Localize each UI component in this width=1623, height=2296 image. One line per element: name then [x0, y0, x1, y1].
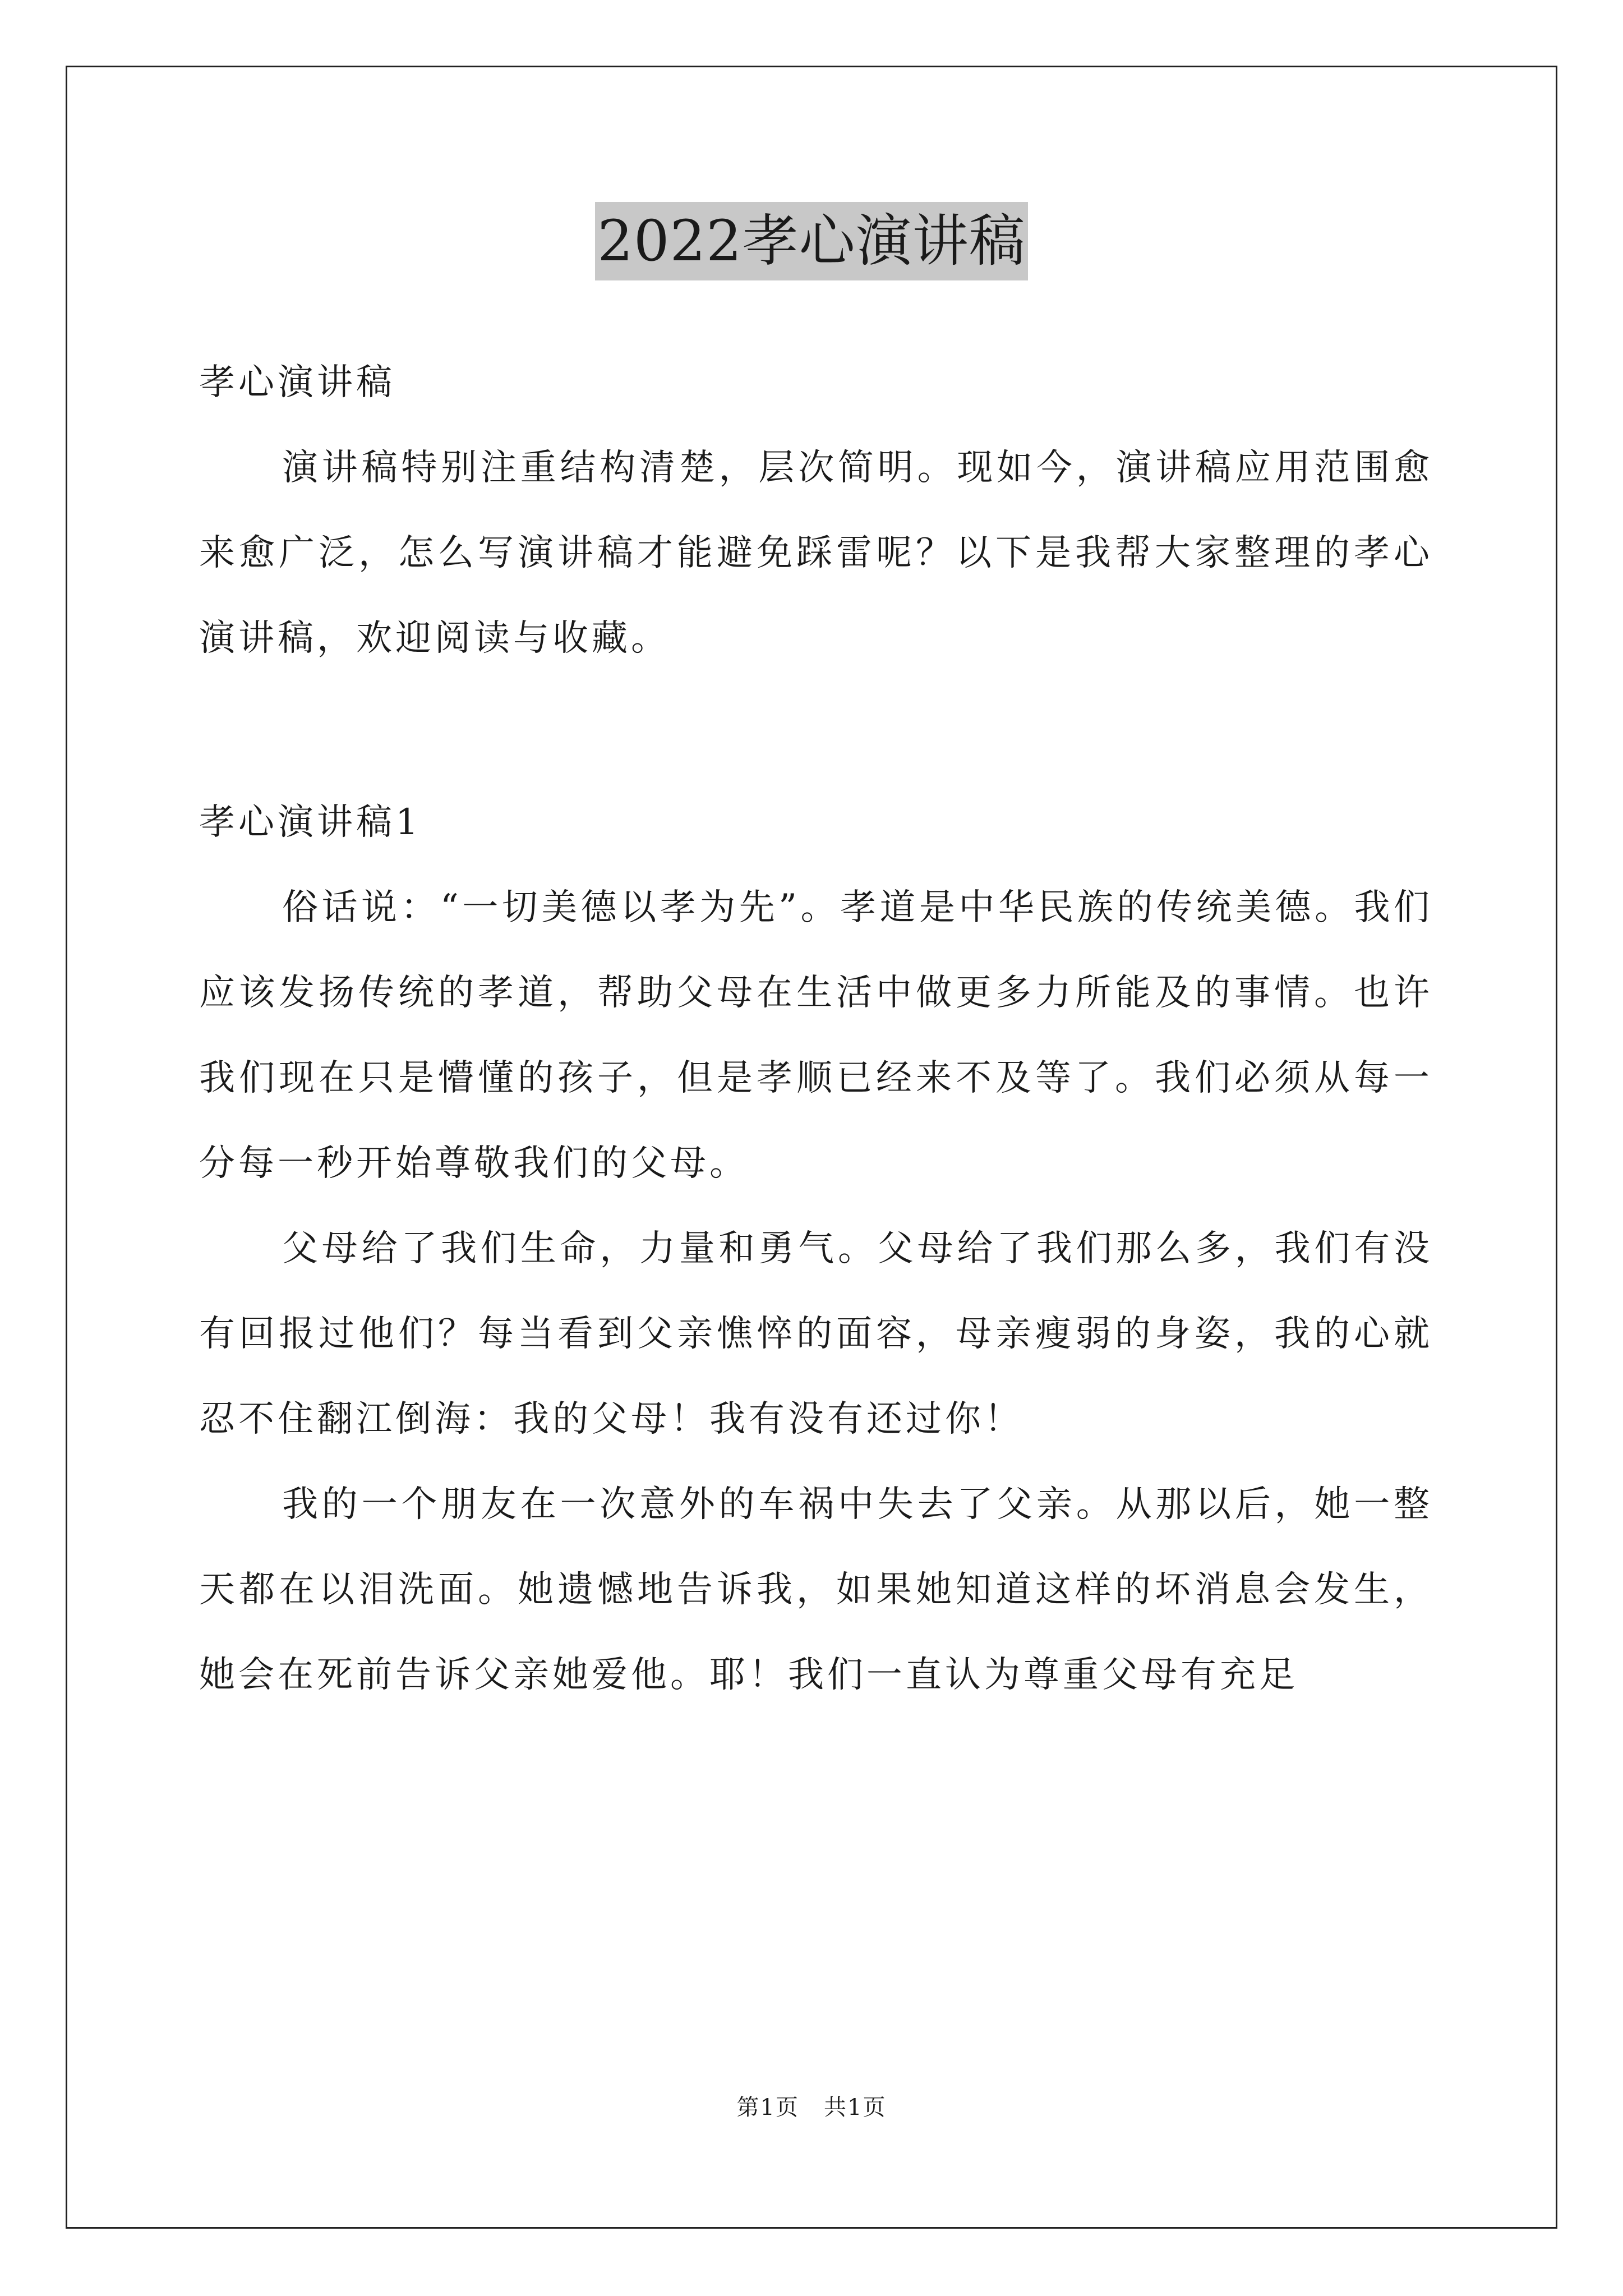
document-body: [199, 340, 1433, 1718]
document-title: 2022孝心演讲稿: [595, 202, 1028, 280]
page-number: 第1页: [736, 2095, 799, 2120]
document-title-wrapper: [0, 202, 1623, 280]
body-paragraph-3: 我的一个朋友在一次意外的车祸中失去了父亲。从那以后，她一整天都在以泪洗面。她遗憾地告诉我，如果她知道这样的坏消息会发生，她会在死前告诉父亲她爱他。耶！我们一直认为尊重父母有充足: [199, 1484, 1433, 1696]
body-paragraph-1: 俗话说：“一切美德以孝为先”。孝道是中华民族的传统美德。我们应该发扬传统的孝道，帮助父母在生活中做更多力所能及的事情。也许我们现在只是懵懂的孩子，但是孝顺已经来不及等了。我们必须从每一分每一秒开始尊敬我们的父母。: [199, 887, 1433, 1184]
intro-paragraph: 演讲稿特别注重结构清楚，层次简明。现如今，演讲稿应用范围愈来愈广泛，怎么写演讲稿才能避免踩雷呢？以下是我帮大家整理的孝心演讲稿，欢迎阅读与收藏。: [199, 447, 1433, 659]
page-footer: [0, 2090, 1623, 2122]
paragraph-gap: [199, 681, 1433, 780]
subtitle: 孝心演讲稿: [199, 362, 395, 403]
page-total: 共1页: [824, 2095, 887, 2120]
section-heading: 孝心演讲稿1: [199, 802, 422, 843]
body-paragraph-2: 父母给了我们生命，力量和勇气。父母给了我们那么多，我们有没有回报过他们？每当看到父亲憔悴的面容，母亲瘦弱的身姿，我的心就忍不住翻江倒海：我的父母！我有没有还过你！: [199, 1228, 1433, 1440]
